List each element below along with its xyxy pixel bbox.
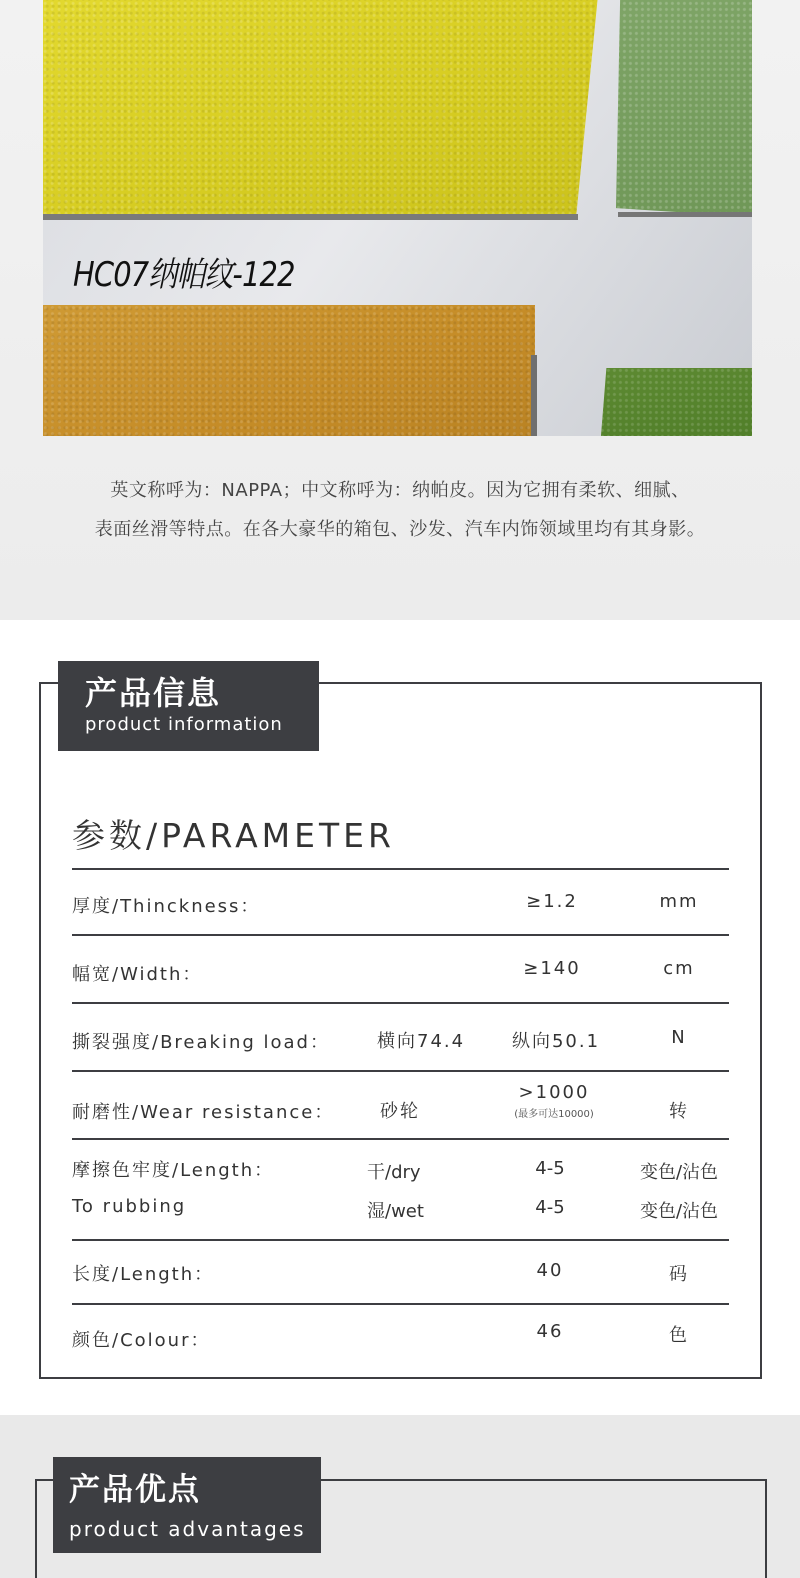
param-label: 耐磨性/Wear resistance： bbox=[72, 1102, 335, 1123]
orange-swatch-edge bbox=[531, 355, 537, 436]
param-value: >1000 bbox=[518, 1082, 590, 1103]
param-value: 4-5 bbox=[535, 1158, 565, 1179]
param-value: 40 bbox=[536, 1260, 564, 1281]
intro-line-2: 表面丝滑等特点。在各大豪华的箱包、沙发、汽车内饰领域里均有其身影。 bbox=[94, 519, 706, 540]
param-sub: 砂轮 bbox=[380, 1101, 420, 1122]
intro-text bbox=[0, 471, 800, 549]
param-unit: 色 bbox=[669, 1325, 689, 1346]
param-value-block bbox=[494, 1082, 614, 1120]
advantages-title-zh: 产品优点 bbox=[69, 1472, 201, 1508]
swatch-label: HC07纳帕纹-122 bbox=[73, 255, 295, 295]
param-unit: mm bbox=[659, 891, 699, 912]
param-row-wear-resistance bbox=[72, 1074, 729, 1140]
yellow-swatch-edge bbox=[43, 214, 578, 220]
param-label: 长度/Length： bbox=[72, 1264, 215, 1285]
param-value: 46 bbox=[536, 1321, 564, 1342]
param-row-width bbox=[72, 938, 729, 1004]
leather-swatch-photo bbox=[43, 0, 752, 436]
green-swatch-top bbox=[616, 0, 752, 217]
param-unit: 码 bbox=[669, 1264, 689, 1285]
param-label: 摩擦色牢度/Length： bbox=[72, 1160, 275, 1181]
param-label: 幅宽/Width： bbox=[72, 964, 203, 985]
green-swatch-edge bbox=[618, 212, 752, 217]
param-label-2: To rubbing bbox=[72, 1196, 187, 1217]
intro-line-1: 英文称呼为：NAPPA；中文称呼为：纳帕皮。因为它拥有柔软、细腻、 bbox=[110, 480, 690, 501]
param-sub-2: 湿/wet bbox=[367, 1201, 424, 1222]
param-row-colour bbox=[72, 1307, 729, 1369]
param-sub: 横向74.4 bbox=[377, 1031, 466, 1052]
param-row-thickness bbox=[72, 870, 729, 936]
param-row-length bbox=[72, 1243, 729, 1305]
product-info-section bbox=[0, 620, 800, 1415]
param-unit: 变色/沾色 bbox=[639, 1162, 719, 1183]
param-sub: 干/dry bbox=[367, 1162, 421, 1183]
param-label: 撕裂强度/Breaking load： bbox=[72, 1032, 330, 1053]
param-unit: N bbox=[671, 1027, 687, 1048]
param-unit: 转 bbox=[669, 1101, 689, 1122]
section-title-block bbox=[58, 661, 319, 751]
param-value: ≥140 bbox=[523, 958, 581, 979]
section-title-zh: 产品信息 bbox=[85, 674, 222, 712]
advantages-title-en: product advantages bbox=[69, 1517, 306, 1541]
yellow-swatch bbox=[43, 0, 598, 220]
param-label: 颜色/Colour： bbox=[72, 1330, 211, 1351]
section-title-en: product information bbox=[85, 714, 283, 735]
param-row-rubbing-fastness bbox=[72, 1142, 729, 1241]
param-value-2: 4-5 bbox=[535, 1197, 565, 1218]
green-swatch-bottom bbox=[600, 368, 752, 436]
product-advantages-section bbox=[0, 1415, 800, 1578]
param-value: 纵向50.1 bbox=[511, 1031, 601, 1052]
parameter-heading: 参数/PARAMETER bbox=[72, 816, 395, 855]
advantages-title-block bbox=[53, 1457, 321, 1553]
param-note: (最多可达10000) bbox=[514, 1109, 594, 1120]
param-unit: cm bbox=[663, 958, 695, 979]
product-photo-section bbox=[0, 0, 800, 620]
param-row-breaking-load bbox=[72, 1006, 729, 1072]
param-unit-2: 变色/沾色 bbox=[639, 1201, 719, 1222]
param-value: ≥1.2 bbox=[526, 891, 578, 912]
orange-swatch bbox=[43, 305, 535, 436]
param-label: 厚度/Thinckness： bbox=[72, 896, 261, 917]
